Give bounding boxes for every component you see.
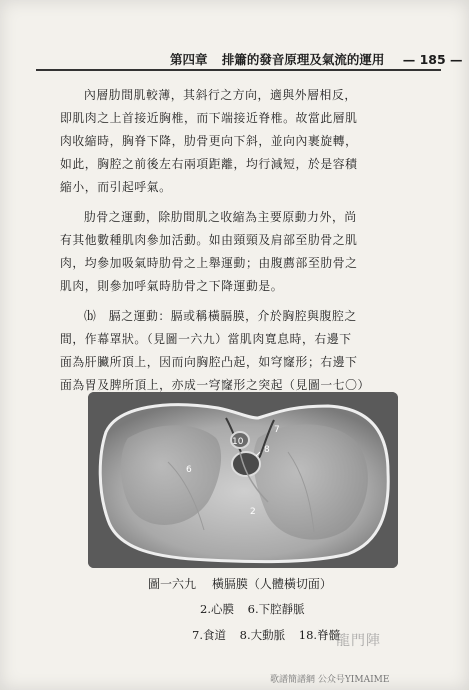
legend-item: 7.食道 (192, 628, 226, 642)
text-line: ⒝ 膈之運動：膈或稱橫膈膜，介於胸腔與腹腔之 (84, 309, 357, 323)
figure-title: 橫膈膜（人體橫切面） (211, 577, 332, 591)
text-line: 肋骨之運動，除肋間肌之收縮為主要原動力外，尚 (84, 210, 357, 224)
text-line: 肉收縮時，胸脊下降，肋骨更向下斜，並向內裹旋轉， (60, 134, 358, 148)
watermark-footer: 歌譜簡譜網 公众号YIMAIME (270, 675, 390, 685)
legend-item: 18.脊髓 (298, 628, 341, 642)
text-line: 有其他數種肌肉參加活動。如由頸頸及肩部至肋骨之肌 (60, 233, 358, 247)
running-header (170, 50, 463, 68)
chapter-title: 排簫的發音原理及氣流的運用 (221, 52, 385, 67)
label-8: 8 (264, 445, 270, 455)
text-line: 縮小，而引起呼氣。 (60, 180, 172, 194)
figure-legend-row (200, 601, 315, 617)
watermark-seal (336, 630, 381, 650)
anatomy-illustration (88, 392, 398, 568)
label-2: 2 (250, 507, 256, 517)
figure-legend-row (192, 627, 350, 643)
body-text (60, 84, 412, 397)
legend-item: 6.下腔靜脈 (247, 602, 305, 616)
legend-item: 8.大動脈 (239, 628, 286, 642)
figure-caption (148, 575, 332, 592)
text-line: 間，作幕罩狀。（見圖一六九）當肌肉寬息時，右邊下 (60, 332, 352, 346)
chapter-label: 第四章 (170, 52, 208, 67)
diaphragm-cross-section-photo (88, 392, 398, 568)
seal-text: 龍門陣 (336, 633, 381, 649)
text-line: 肉，均參加吸氣時肋骨之上舉運動；由腹薦部至肋骨之 (60, 256, 358, 270)
label-7: 7 (274, 425, 280, 435)
text-line: 如此，胸腔之前後左右兩項距離，均行減短，於是容積 (60, 157, 358, 171)
figure-number: 圖一六九 (148, 577, 197, 591)
legend-item: 2.心膜 (200, 602, 234, 616)
text-line: 面為胃及脾所頂上，亦成一穹窿形之突起（見圖一七〇） (60, 378, 370, 392)
label-6: 6 (186, 465, 192, 475)
page-number: — 185 — (402, 52, 463, 67)
text-line: 肌肉，則參加呼氣時肋骨之下降運動是。 (60, 279, 284, 293)
text-line: 內層肋間肌較薄，其斜行之方向，適與外層相反， (84, 88, 357, 102)
label-10: 10 (232, 437, 244, 447)
text-line: 面為肝臟所頂上，因而向胸腔凸起，如穹窿形；右邊下 (60, 355, 358, 369)
header-rule (36, 69, 441, 71)
text-line: 即肌肉之上首接近胸椎，而下端接近脊椎。故當此層肌 (60, 111, 358, 125)
